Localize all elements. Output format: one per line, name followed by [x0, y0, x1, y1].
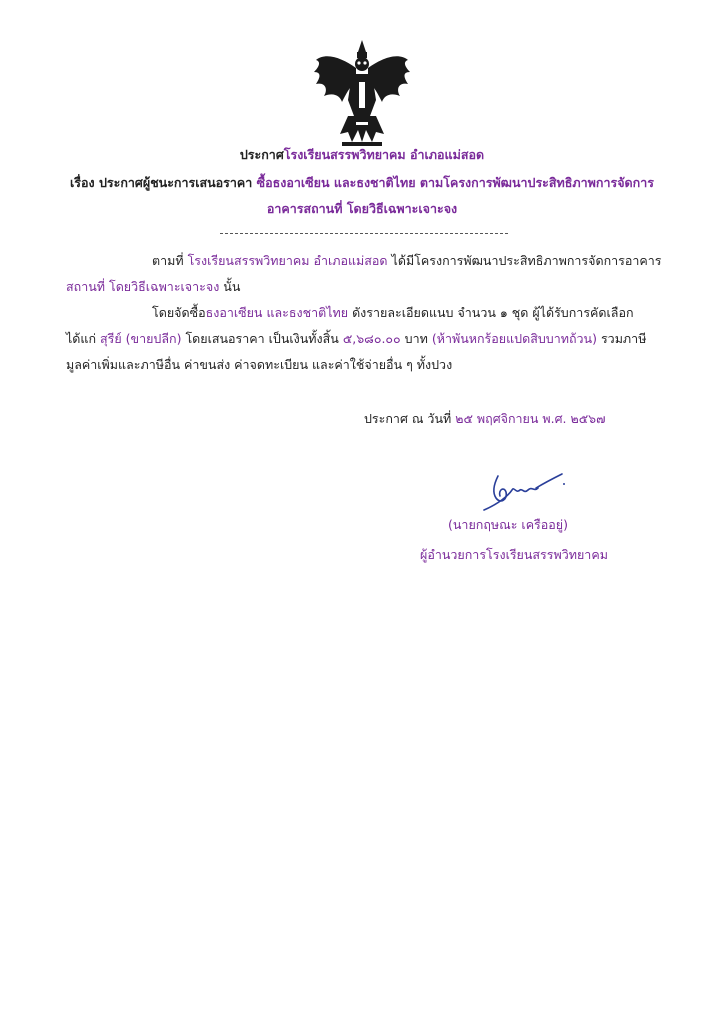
p1-school: โรงเรียนสรรพวิทยาคม อำเภอแม่สอด	[187, 253, 388, 268]
signatory-name: (นายกฤษณะ เครืออยู่)	[448, 517, 568, 532]
announcement-date-line	[364, 410, 606, 428]
p1-lead: ตามที่	[152, 253, 188, 268]
subject-item: ซื้อธงอาเซียน และธงชาติไทย ตามโครงการพัฒนาประสิทธิภาพการจัดการ	[256, 175, 654, 190]
amount-words: (ห้าพันหกร้อยแปดสิบบาทถ้วน)	[431, 331, 597, 346]
paragraph-2-line-2	[66, 330, 646, 348]
p1-line2: สถานที่ โดยวิธีเฉพาะเจาะจง	[66, 279, 220, 294]
title-prefix: ประกาศ	[239, 147, 284, 162]
subject-line-1	[0, 174, 724, 192]
p2-lead: โดยจัดซื้อ	[152, 305, 206, 320]
signature-icon	[478, 470, 568, 512]
p2-item: ธงอาเซียน และธงชาติไทย	[205, 305, 349, 320]
garuda-emblem-icon	[312, 38, 412, 148]
l3-lead: ได้แก่	[66, 331, 101, 346]
vendor-name: สุรีย์ (ขายปลีก)	[100, 331, 182, 346]
announcement-date: ๒๕ พฤศจิกายน พ.ศ. ๒๕๖๗	[455, 411, 606, 426]
l3-baht: บาท	[400, 331, 432, 346]
amount-value: ๕,๖๘๐.๐๐	[342, 331, 401, 346]
paragraph-1-line-1	[152, 252, 662, 270]
subject-prefix: เรื่อง ประกาศผู้ชนะการเสนอราคา	[70, 175, 257, 190]
title-school: โรงเรียนสรรพวิทยาคม อำเภอแม่สอด	[283, 147, 485, 162]
l3-mid: โดยเสนอราคา เป็นเงินทั้งสิ้น	[181, 331, 343, 346]
paragraph-2-line-3: มูลค่าเพิ่มและภาษีอื่น ค่าขนส่ง ค่าจดทะเบียน และค่าใช้จ่ายอื่น ๆ ทั้งปวง	[66, 357, 453, 372]
paragraph-1-line-2	[66, 278, 240, 296]
subject-line-2: อาคารสถานที่ โดยวิธีเฉพาะเจาะจง	[266, 201, 458, 216]
divider-dashes	[220, 233, 508, 234]
p1-end: นั้น	[219, 279, 241, 294]
paragraph-2-line-1	[152, 304, 634, 322]
p1-rest: ได้มีโครงการพัฒนาประสิทธิภาพการจัดการอาคาร	[387, 253, 662, 268]
l3-tail: รวมภาษี	[596, 331, 647, 346]
announcement-title	[0, 146, 724, 164]
signatory-position: ผู้อำนวยการโรงเรียนสรรพวิทยาคม	[420, 547, 608, 562]
p2-rest: ดังรายละเอียดแนบ จำนวน ๑ ชุด ผู้ได้รับการคัดเลือก	[348, 305, 634, 320]
date-prefix: ประกาศ ณ วันที่	[364, 411, 456, 426]
